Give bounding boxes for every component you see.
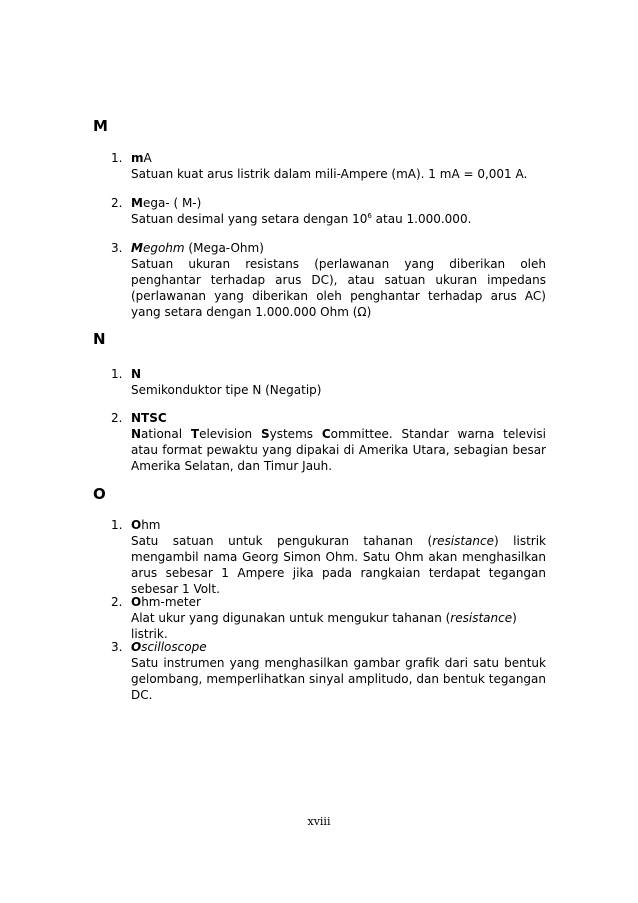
section-heading-m: M	[93, 117, 108, 135]
glossary-entry-ntsc	[111, 410, 546, 474]
glossary-entry-megohm	[111, 240, 546, 320]
entry-term: Ohm-meter	[131, 595, 201, 609]
section-heading-n: N	[93, 330, 106, 348]
entry-term: NTSC	[131, 411, 167, 425]
entry-number: 2.	[111, 595, 123, 609]
entry-term: Oscilloscope	[131, 640, 207, 654]
entry-term: Ohm	[131, 518, 161, 532]
entry-number: 3.	[111, 241, 123, 255]
glossary-entry-ohm	[111, 517, 546, 597]
entry-description: Satuan ukuran resistans (perlawanan yang diberikan oleh penghantar terhadap arus DC), atau satuan ukuran impedans (perlawanan yang diberikan oleh penghantar terhadap arus AC) yang setara dengan 1.000.000 Ohm (Ω)	[131, 257, 546, 319]
entry-term: Mega- ( M-)	[131, 196, 202, 210]
entry-description: National Television Systems Committee. Standar warna televisi atau format pewaktu yang dipakai di Amerika Utara, sebagian besar Amerika Selatan, dan Timur Jauh.	[131, 427, 546, 473]
entry-description: Satuan desimal yang setara dengan $10^6$ atau 1.000.000.	[131, 212, 472, 226]
entry-description: Satu satuan untuk pengukuran tahanan (resistance) listrik mengambil nama Georg Simon Ohm. Satu Ohm akan menghasilkan arus sebesar 1 Ampere jika pada rangkaian terdapat tegangan sebesar 1 Volt.	[131, 534, 546, 596]
glossary-entry-mega	[111, 195, 546, 227]
entry-term: Megohm (Mega-Ohm)	[131, 241, 264, 255]
entry-term: N	[131, 367, 142, 381]
page-number: xviii	[307, 815, 331, 828]
glossary-entry-ma	[111, 150, 546, 182]
entry-number: 2.	[111, 411, 123, 425]
entry-number: 1.	[111, 151, 123, 165]
entry-description: Semikonduktor tipe N (Negatip)	[131, 383, 322, 397]
entry-number: 1.	[111, 518, 123, 532]
glossary-entry-oscilloscope	[111, 639, 546, 703]
entry-description: Satu instrumen yang menghasilkan gambar grafik dari satu bentuk gelombang, memperlihatkan sinyal amplitudo, dan bentuk tegangan DC.	[131, 656, 546, 702]
glossary-entry-ohm-meter	[111, 594, 546, 642]
entry-term: mA	[131, 151, 152, 165]
glossary-entry-n	[111, 366, 546, 398]
entry-number: 2.	[111, 196, 123, 210]
entry-number: 1.	[111, 367, 123, 381]
section-heading-o: O	[93, 485, 106, 503]
entry-description: Satuan kuat arus listrik dalam mili-Ampere (mA). 1 mA = 0,001 A.	[131, 167, 528, 181]
entry-number: 3.	[111, 640, 123, 654]
entry-description: Alat ukur yang digunakan untuk mengukur tahanan (resistance) listrik.	[131, 611, 517, 641]
